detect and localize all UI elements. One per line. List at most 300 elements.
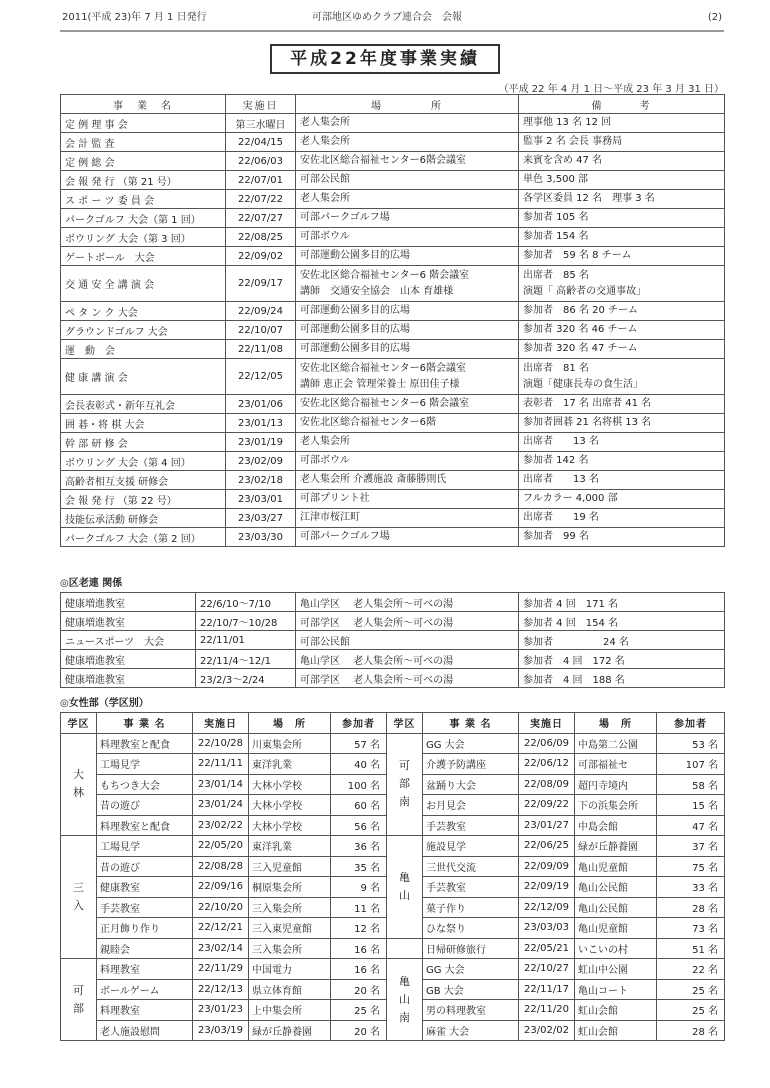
event-count: 51 名 (657, 938, 725, 959)
event-place: 三入集会所 (249, 897, 331, 918)
event-date: 22/08/09 (519, 774, 575, 795)
district-cell (387, 733, 423, 836)
event-name: 健 康 講 演 会 (61, 359, 226, 395)
event-count: 37 名 (657, 836, 725, 857)
event-note-line: 参加者 154 名 (523, 231, 589, 242)
event-place: 亀山公民館 (575, 897, 657, 918)
event-note-line: 理事他 13 名 12 回 (523, 117, 612, 128)
page-title: 平成22年度事業実績 (270, 44, 500, 74)
event-count: 75 名 (657, 856, 725, 877)
event-place: 亀山学区 老人集会所～可べの湯 (296, 650, 519, 669)
event-place: 三入集会所 (249, 938, 331, 959)
event-name: 手芸教室 (423, 877, 519, 898)
women-table-body (61, 733, 725, 1041)
event-date: 22/10/28 (193, 733, 249, 754)
event-note-line: 出席者 13 名 (523, 474, 599, 485)
event-date: 22/11/20 (519, 1000, 575, 1021)
page-number: (2) (707, 12, 722, 23)
event-place: 亀山児童館 (575, 856, 657, 877)
event-count: 11 名 (331, 897, 387, 918)
table-row (61, 938, 725, 959)
table-row (61, 612, 725, 631)
event-date: 22/07/27 (226, 209, 296, 228)
event-date: 22/09/17 (226, 266, 296, 302)
event-date: 22/09/19 (519, 877, 575, 898)
event-date: 22/11/4～12/1 (196, 650, 296, 669)
event-date: 22/09/16 (193, 877, 249, 898)
event-date: 22/11/08 (226, 340, 296, 359)
table-row (61, 114, 725, 133)
event-note-line: 演題「 高齢者の交通事故」 (523, 285, 647, 297)
event-place-line: 可部ボウル (300, 455, 350, 466)
event-date: 22/10/7～10/28 (196, 612, 296, 631)
event-date: 23/03/01 (226, 490, 296, 509)
event-note (519, 114, 725, 133)
event-place: 桐原集会所 (249, 877, 331, 898)
event-name: 健康教室 (97, 877, 193, 898)
event-note (519, 228, 725, 247)
event-note (519, 209, 725, 228)
event-name: 健康増進教室 (61, 650, 196, 669)
event-count: 16 名 (331, 938, 387, 959)
event-place-line: 可部パークゴルフ場 (300, 531, 390, 542)
event-name: グラウンドゴルフ 大会 (61, 321, 226, 340)
report-period: （平成 22 年 4 月 1 日～平成 23 年 3 月 31 日） (498, 84, 724, 95)
event-count: 40 名 (331, 754, 387, 775)
event-place: 可部学区 老人集会所～可べの湯 (296, 669, 519, 688)
activity-table-body (61, 114, 725, 547)
district-cell (387, 959, 423, 1041)
event-note (519, 190, 725, 209)
event-date: 23/01/13 (226, 414, 296, 433)
event-name: GG 大会 (423, 733, 519, 754)
table-row (61, 509, 725, 528)
event-name: 交 通 安 全 講 演 会 (61, 266, 226, 302)
event-place (296, 509, 519, 528)
event-date: 23/03/30 (226, 528, 296, 547)
event-note (519, 302, 725, 321)
event-count: 16 名 (331, 959, 387, 980)
event-place (296, 266, 519, 302)
event-date: 23/01/06 (226, 395, 296, 414)
event-count: 20 名 (331, 979, 387, 1000)
ku-table (60, 592, 725, 688)
event-date: 23/01/23 (193, 1000, 249, 1021)
district-name: 亀山南 (399, 974, 410, 1024)
event-place-line: 可部運動公園多目的広場 (300, 343, 410, 354)
organization-name: 可部地区ゆめクラブ連合会 会報 (312, 12, 462, 23)
event-count: 53 名 (657, 733, 725, 754)
event-note-line: 参加者 86 名 20 チーム (523, 305, 638, 316)
col-header-event: 事 業 名 (61, 95, 226, 114)
event-date: 22/11/17 (519, 979, 575, 1000)
col-header-event: 事 業 名 (97, 713, 193, 734)
event-place: 亀山児童館 (575, 918, 657, 939)
event-place (296, 471, 519, 490)
event-place: 亀山コート (575, 979, 657, 1000)
event-note (519, 471, 725, 490)
col-header-place: 場 所 (296, 95, 519, 114)
event-date: 第三水曜日 (226, 114, 296, 133)
table-row (61, 650, 725, 669)
event-place: 中島第二公園 (575, 733, 657, 754)
event-name: 定 例 理 事 会 (61, 114, 226, 133)
event-name: 健康増進教室 (61, 669, 196, 688)
event-date: 22/09/09 (519, 856, 575, 877)
event-count: 100 名 (331, 774, 387, 795)
event-name: 会 報 発 行 （第 22 号） (61, 490, 226, 509)
event-date: 22/06/09 (519, 733, 575, 754)
event-note (519, 490, 725, 509)
event-name: 菓子作り (423, 897, 519, 918)
event-name: 運 動 会 (61, 340, 226, 359)
event-note (519, 509, 725, 528)
event-name: ゲートボール 大会 (61, 247, 226, 266)
table-row (61, 247, 725, 266)
event-place (296, 528, 519, 547)
event-place-line: 老人集会所 (300, 193, 350, 204)
event-place: いこいの村 (575, 938, 657, 959)
event-place: 三入東児童館 (249, 918, 331, 939)
event-date: 22/05/21 (519, 938, 575, 959)
event-place: 川東集会所 (249, 733, 331, 754)
event-place-line: 可部プリント社 (300, 493, 370, 504)
event-date: 22/08/25 (226, 228, 296, 247)
event-note-line: 出席者 13 名 (523, 436, 599, 447)
event-name: 施設見学 (423, 836, 519, 857)
event-name: ペ タ ン ク 大会 (61, 302, 226, 321)
event-place: 県立体育館 (249, 979, 331, 1000)
event-count: 56 名 (331, 815, 387, 836)
event-date: 22/06/25 (519, 836, 575, 857)
event-place-line: 可部運動公園多目的広場 (300, 250, 410, 261)
col-header-district: 学区 (387, 713, 423, 734)
table-row (61, 266, 725, 302)
women-table (60, 712, 725, 1041)
table-row (61, 631, 725, 650)
table-row (61, 190, 725, 209)
event-place (296, 302, 519, 321)
event-note (519, 321, 725, 340)
event-date: 22/12/09 (519, 897, 575, 918)
event-date: 22/12/05 (226, 359, 296, 395)
event-place (296, 114, 519, 133)
event-note-line: 出席者 19 名 (523, 512, 599, 523)
event-count: 25 名 (657, 979, 725, 1000)
event-count: 15 名 (657, 795, 725, 816)
event-name: GG 大会 (423, 959, 519, 980)
district-name: 可部南 (399, 759, 410, 809)
event-place: 大林小学校 (249, 774, 331, 795)
table-row (61, 733, 725, 754)
table-row (61, 152, 725, 171)
event-name: 工場見学 (97, 836, 193, 857)
event-note (519, 359, 725, 395)
women-header-row (61, 713, 725, 734)
event-name: 会 報 発 行 （第 21 号） (61, 171, 226, 190)
event-name: 手芸教室 (423, 815, 519, 836)
header-rule (60, 30, 724, 32)
event-name: 正月飾り作り (97, 918, 193, 939)
event-date: 23/03/19 (193, 1020, 249, 1041)
event-name: ひな祭り (423, 918, 519, 939)
event-count: 22 名 (657, 959, 725, 980)
event-note (519, 171, 725, 190)
event-name: パークゴルフ 大会（第 1 回） (61, 209, 226, 228)
event-place-line: 老人集会所 (300, 117, 350, 128)
event-name: 技能伝承活動 研修会 (61, 509, 226, 528)
event-place-line: 可部公民館 (300, 174, 350, 185)
event-place-line: 可部運動公園多目的広場 (300, 324, 410, 335)
event-count: 107 名 (657, 754, 725, 775)
event-name: 料理教室 (97, 1000, 193, 1021)
event-place: 亀山学区 老人集会所～可べの湯 (296, 593, 519, 612)
event-note (519, 340, 725, 359)
table-row (61, 340, 725, 359)
district-cell (387, 938, 423, 959)
event-name: 日帰研修旅行 (423, 938, 519, 959)
event-place: 大林小学校 (249, 795, 331, 816)
event-count: 60 名 (331, 795, 387, 816)
event-count: 25 名 (331, 1000, 387, 1021)
event-place (296, 190, 519, 209)
event-count: 73 名 (657, 918, 725, 939)
event-note-line: 表彰者 17 名 出席者 41 名 (523, 398, 652, 409)
event-date: 22/12/13 (193, 979, 249, 1000)
table-row (61, 836, 725, 857)
table-row (61, 395, 725, 414)
event-name: 囲 碁・将 棋 大会 (61, 414, 226, 433)
event-place (296, 433, 519, 452)
event-place: 緑が丘静養園 (575, 836, 657, 857)
table-row (61, 471, 725, 490)
event-name: ボールゲーム (97, 979, 193, 1000)
event-place-line: 安佐北区総合福祉センター6階会議室 (300, 155, 466, 166)
event-count: 47 名 (657, 815, 725, 836)
col-header-count: 参加者 (657, 713, 725, 734)
event-place-line: 可部ボウル (300, 231, 350, 242)
event-note-line: 参加者 142 名 (523, 455, 589, 466)
event-note-line: 演題「健康長寿の食生活」 (523, 378, 643, 390)
event-place (296, 452, 519, 471)
event-note: 参加者 24 名 (519, 631, 725, 650)
event-name: 麻雀 大会 (423, 1020, 519, 1041)
event-name: 健康増進教室 (61, 593, 196, 612)
event-date: 22/09/02 (226, 247, 296, 266)
event-note-line: 単色 3,500 部 (523, 174, 588, 185)
event-count: 36 名 (331, 836, 387, 857)
event-name: 料理教室と配食 (97, 733, 193, 754)
event-place: 東洋乳業 (249, 754, 331, 775)
table-row (61, 414, 725, 433)
event-name: 工場見学 (97, 754, 193, 775)
event-count: 57 名 (331, 733, 387, 754)
event-count: 33 名 (657, 877, 725, 898)
table-row (61, 171, 725, 190)
event-place: 東洋乳業 (249, 836, 331, 857)
event-name: 老人施設慰問 (97, 1020, 193, 1041)
event-date: 22/05/20 (193, 836, 249, 857)
event-place-line: 可部パークゴルフ場 (300, 212, 390, 223)
ku-section-heading: ◎区老連 関係 (60, 578, 123, 589)
event-place-line: 老人集会所 (300, 436, 350, 447)
event-note (519, 528, 725, 547)
table-row (61, 452, 725, 471)
table-row (61, 593, 725, 612)
table-row (61, 209, 725, 228)
col-header-district: 学区 (61, 713, 97, 734)
event-place-line: 可部運動公園多目的広場 (300, 305, 410, 316)
event-date: 23/03/27 (226, 509, 296, 528)
event-name: 昔の遊び (97, 856, 193, 877)
event-place (296, 228, 519, 247)
event-place: 可部公民館 (296, 631, 519, 650)
event-name: 定 例 総 会 (61, 152, 226, 171)
event-note-line: 参加者 105 名 (523, 212, 589, 223)
col-header-place: 場 所 (249, 713, 331, 734)
table-row (61, 228, 725, 247)
event-date: 22/09/24 (226, 302, 296, 321)
event-note-line: 監事 2 名 会長 事務局 (523, 136, 623, 147)
event-place: 虹山中公園 (575, 959, 657, 980)
event-place: 可部学区 老人集会所～可べの湯 (296, 612, 519, 631)
event-date: 22/6/10～7/10 (196, 593, 296, 612)
event-place: 三入児童館 (249, 856, 331, 877)
event-count: 9 名 (331, 877, 387, 898)
event-note (519, 133, 725, 152)
event-place: 上中集会所 (249, 1000, 331, 1021)
event-note-line: 出席者 85 名 (523, 269, 589, 281)
event-count: 20 名 (331, 1020, 387, 1041)
table-row (61, 669, 725, 688)
event-place (296, 414, 519, 433)
event-count: 28 名 (657, 1020, 725, 1041)
event-place (296, 247, 519, 266)
table-row (61, 359, 725, 395)
event-count: 35 名 (331, 856, 387, 877)
event-date: 22/10/27 (519, 959, 575, 980)
event-note-line: 各学区委員 12 名 理事 3 名 (523, 193, 655, 204)
event-place: 亀山公民館 (575, 877, 657, 898)
event-date: 22/11/29 (193, 959, 249, 980)
event-date: 23/01/27 (519, 815, 575, 836)
event-name: ボウリング 大会（第 3 回） (61, 228, 226, 247)
event-place: 中島会館 (575, 815, 657, 836)
event-name: 健康増進教室 (61, 612, 196, 631)
event-date: 23/2/3～2/24 (196, 669, 296, 688)
event-date: 22/12/21 (193, 918, 249, 939)
table-row (61, 321, 725, 340)
event-date: 23/02/18 (226, 471, 296, 490)
table-header-row (61, 95, 725, 114)
event-name: 介護予防講座 (423, 754, 519, 775)
event-date: 22/07/22 (226, 190, 296, 209)
event-name: パークゴルフ 大会（第 2 回） (61, 528, 226, 547)
women-section-heading: ◎女性部（学区別） (60, 698, 149, 709)
event-name: 盆踊り大会 (423, 774, 519, 795)
ku-table-body (61, 593, 725, 688)
event-note (519, 395, 725, 414)
event-place: 可部福祉セ (575, 754, 657, 775)
activity-table (60, 94, 725, 547)
event-name: 男の料理教室 (423, 1000, 519, 1021)
event-name: 手芸教室 (97, 897, 193, 918)
event-name: 親睦会 (97, 938, 193, 959)
event-place (296, 490, 519, 509)
event-note-line: 来賓を含め 47 名 (523, 155, 603, 166)
event-note-line: 参加者 59 名 8 チーム (523, 250, 632, 261)
event-place: 虹山会館 (575, 1000, 657, 1021)
event-place: 緑が丘静養園 (249, 1020, 331, 1041)
col-header-date: 実施日 (519, 713, 575, 734)
event-count: 28 名 (657, 897, 725, 918)
table-row (61, 133, 725, 152)
event-name: お月見会 (423, 795, 519, 816)
event-place-line: 安佐北区総合福祉センター6 階会議室 (300, 269, 470, 281)
event-name: GB 大会 (423, 979, 519, 1000)
event-date: 22/06/12 (519, 754, 575, 775)
event-name: 昔の遊び (97, 795, 193, 816)
event-place-line: 老人集会所 介護施設 斎藤勝則氏 (300, 474, 447, 485)
district-name: 三入 (73, 881, 84, 912)
event-place-line: 講師 恵正会 管理栄養士 原田佳子様 (300, 378, 460, 390)
event-note (519, 266, 725, 302)
event-note: 参加者 4 回 171 名 (519, 593, 725, 612)
event-date: 23/02/14 (193, 938, 249, 959)
issue-date: 2011(平成 23)年 7 月 1 日発行 (62, 12, 207, 23)
event-date: 23/01/19 (226, 433, 296, 452)
event-name: ス ポ ー ツ 委 員 会 (61, 190, 226, 209)
event-place (296, 152, 519, 171)
district-cell (61, 836, 97, 959)
event-date: 22/08/28 (193, 856, 249, 877)
event-date: 22/11/01 (196, 631, 296, 650)
col-header-note: 備 考 (519, 95, 725, 114)
event-place-line: 講師 交通安全協会 山本 育雄様 (300, 285, 454, 297)
event-place: 中国電力 (249, 959, 331, 980)
event-place: 大林小学校 (249, 815, 331, 836)
event-name: ボウリング 大会（第 4 回） (61, 452, 226, 471)
event-date: 22/09/22 (519, 795, 575, 816)
event-name: もちつき大会 (97, 774, 193, 795)
district-name: 亀山 (399, 870, 410, 902)
event-date: 22/07/01 (226, 171, 296, 190)
col-header-date: 実施日 (226, 95, 296, 114)
col-header-event: 事 業 名 (423, 713, 519, 734)
event-date: 23/01/24 (193, 795, 249, 816)
event-date: 23/02/22 (193, 815, 249, 836)
event-date: 23/01/14 (193, 774, 249, 795)
table-row (61, 433, 725, 452)
page-header (62, 10, 722, 26)
event-note (519, 452, 725, 471)
event-name: 三世代交流 (423, 856, 519, 877)
event-count: 25 名 (657, 1000, 725, 1021)
event-place-line: 江津市桜江町 (300, 512, 360, 523)
event-note-line: 参加者 99 名 (523, 531, 589, 542)
event-date: 22/11/11 (193, 754, 249, 775)
district-cell (61, 959, 97, 1041)
event-place: 超円寺境内 (575, 774, 657, 795)
event-note-line: 参加者 320 名 47 チーム (523, 343, 638, 354)
col-header-count: 参加者 (331, 713, 387, 734)
event-name: 料理教室 (97, 959, 193, 980)
event-note-line: 参加者囲碁 21 名将棋 13 名 (523, 417, 652, 428)
event-date: 22/06/03 (226, 152, 296, 171)
event-place (296, 359, 519, 395)
event-note: 参加者 4 回 154 名 (519, 612, 725, 631)
event-place-line: 老人集会所 (300, 136, 350, 147)
